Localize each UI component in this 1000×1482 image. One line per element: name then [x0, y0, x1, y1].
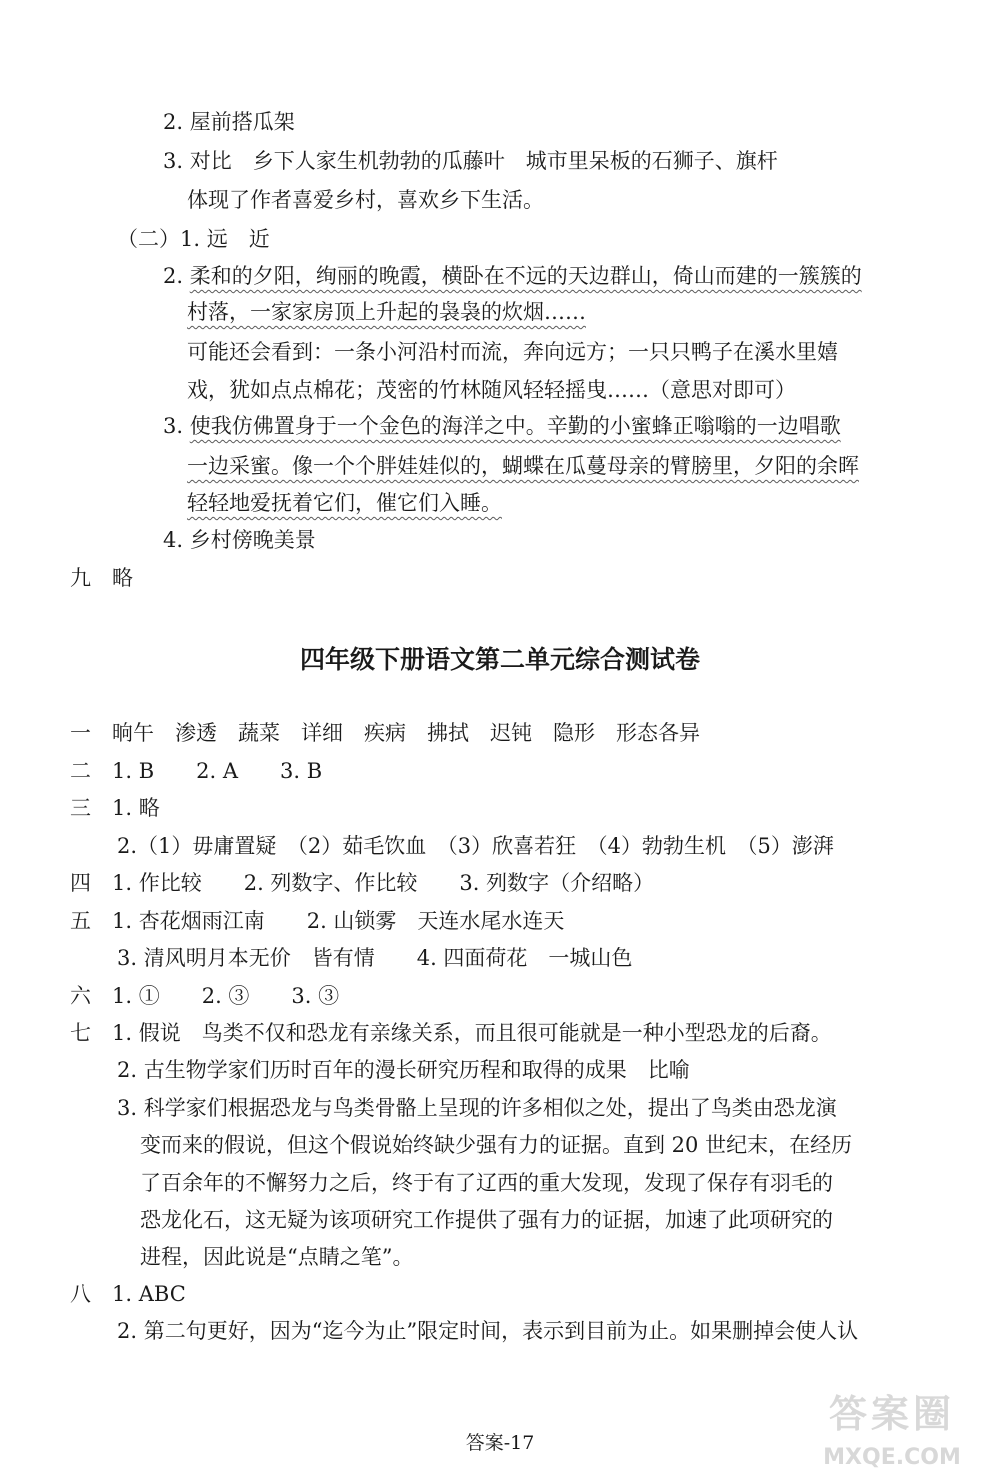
answer-line: 3. 对比 乡下人家生机勃勃的瓜藤叶 城市里呆板的石狮子、旗杆 — [163, 149, 778, 173]
answer-line — [163, 411, 841, 441]
watermark-logo — [802, 1385, 982, 1477]
underlined-answer: 使我仿佛置身于一个金色的海洋之中。辛勤的小蜜蜂正嗡嗡的一边唱歌 — [189, 414, 841, 438]
answer-line: 2. 屋前搭瓜架 — [163, 110, 295, 134]
answer-line: 了百余年的不懈努力之后，终于有了辽西的重大发现，发现了保存有羽毛的 — [140, 1171, 833, 1195]
answer-line — [163, 261, 862, 291]
page-number: 答案-17 — [465, 1432, 535, 1454]
answer-line: 2.（1）毋庸置疑 （2）茹毛饮血 （3）欣喜若狂 （4）勃勃生机 （5）澎湃 — [117, 834, 834, 858]
underlined-answer: 一边采蜜。像一个个胖娃娃似的，蝴蝶在瓜蔓母亲的臂膀里，夕阳的余晖 — [187, 454, 859, 478]
section-line: 二 1. B 2. A 3. B — [70, 759, 323, 783]
section-line: 七 1. 假说 鸟类不仅和恐龙有亲缘关系，而且很可能就是一种小型恐龙的后裔。 — [70, 1021, 832, 1045]
answer-line: 体现了作者喜爱乡村，喜欢乡下生活。 — [187, 188, 544, 212]
answer-line: 3. 科学家们根据恐龙与鸟类骨骼上呈现的许多相似之处，提出了鸟类由恐龙演 — [117, 1096, 837, 1120]
answer-line: 2. 第二句更好，因为“迄今为止”限定时间，表示到目前为止。如果删掉会使人认 — [117, 1319, 859, 1343]
section-line: 五 1. 杏花烟雨江南 2. 山锁雾 天连水尾水连天 — [70, 909, 565, 933]
page-title: 四年级下册语文第二单元综合测试卷 — [299, 645, 700, 674]
answer-line: 2. 古生物学家们历时百年的漫长研究历程和取得的成果 比喻 — [117, 1058, 690, 1082]
answer-line: 3. 清风明月本无价 皆有情 4. 四面荷花 一城山色 — [117, 946, 633, 970]
section-line: 三 1. 略 — [70, 796, 160, 820]
section-line: 一 晌午 渗透 蔬菜 详细 疾病 拂拭 迟钝 隐形 形态各异 — [70, 721, 700, 745]
answer-line: 进程，因此说是“点睛之笔”。 — [140, 1245, 414, 1269]
item-number: 3. — [163, 414, 190, 438]
section-line: 八 1. ABC — [70, 1282, 186, 1306]
section-line: 四 1. 作比较 2. 列数字、作比较 3. 列数字（介绍略） — [70, 871, 655, 895]
answer-line: 戏，犹如点点棉花；茂密的竹林随风轻轻摇曳……（意思对即可） — [187, 378, 796, 402]
underlined-answer: 轻轻地爱抚着它们，催它们入睡。 — [187, 491, 502, 515]
answer-line: 恐龙化石，这无疑为该项研究工作提供了强有力的证据，加速了此项研究的 — [140, 1208, 833, 1232]
watermark-url: MXQE.COM — [823, 1445, 961, 1470]
item-number: 2. — [163, 264, 190, 288]
answer-line: 可能还会看到：一条小河沿村而流，奔向远方；一只只鸭子在溪水里嬉 — [187, 340, 838, 364]
underlined-answer: 村落，一家家房顶上升起的袅袅的炊烟…… — [187, 300, 586, 324]
section-line: 九 略 — [70, 566, 133, 590]
answer-line: 4. 乡村傍晚美景 — [163, 528, 316, 552]
section-line: 六 1. ① 2. ③ 3. ③ — [70, 984, 340, 1008]
answer-line: （二）1. 远 近 — [117, 227, 270, 251]
underlined-answer: 柔和的夕阳，绚丽的晚霞，横卧在不远的天边群山，倚山而建的一簇簇的 — [189, 264, 862, 288]
answer-line: 变而来的假说，但这个假说始终缺少强有力的证据。直到 20 世纪末，在经历 — [140, 1133, 853, 1157]
watermark-logo-text: 答案圈 — [828, 1392, 955, 1436]
